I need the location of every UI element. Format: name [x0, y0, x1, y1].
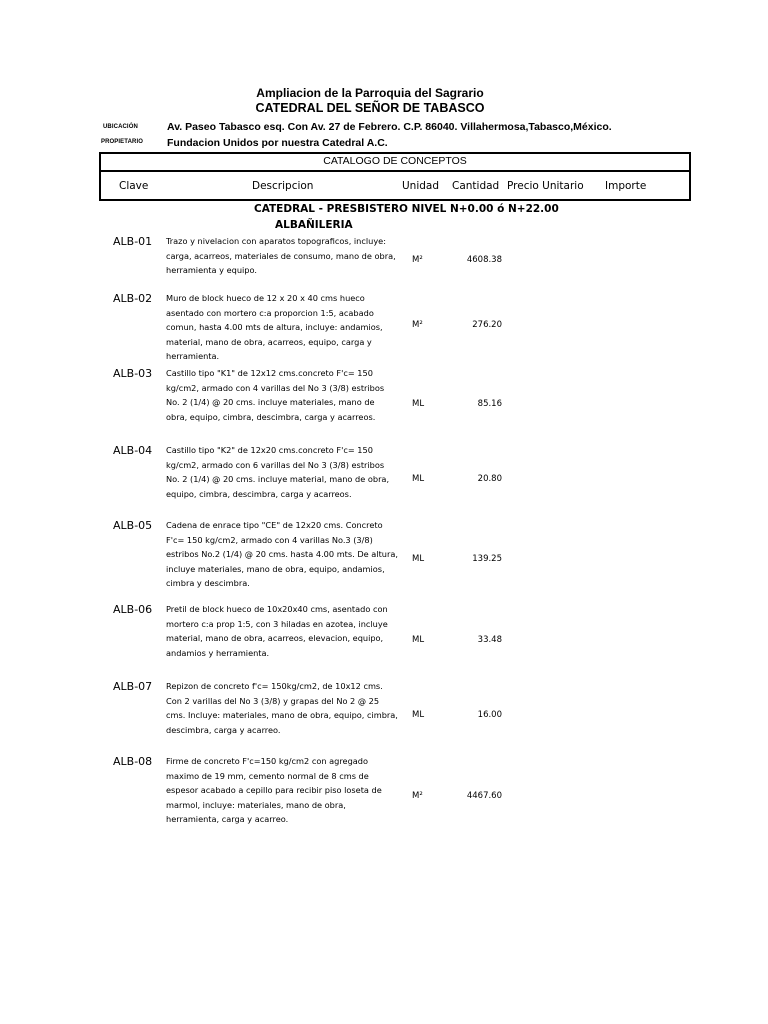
column-header-descripcion: Descripcion	[252, 180, 314, 192]
column-header-cantidad: Cantidad	[452, 180, 500, 192]
item-unidad: M²	[412, 320, 423, 330]
item-clave: ALB-04	[113, 444, 153, 457]
item-unidad: ML	[412, 635, 425, 645]
column-header-importe: Importe	[605, 180, 647, 192]
item-cantidad: 139.25	[472, 554, 502, 564]
ubicacion-value: Av. Paseo Tabasco esq. Con Av. 27 de Febrero. C.P. 86040. Villahermosa,Tabasco,México.	[167, 121, 612, 133]
item-cantidad: 16.00	[477, 710, 502, 720]
propietario-label: PROPIETARIO	[101, 139, 143, 145]
item-clave: ALB-01	[113, 235, 153, 248]
item-clave: ALB-03	[113, 367, 153, 380]
section-title: CATEDRAL - PRESBISTERO NIVEL N+0.00 ó N+22.00	[254, 203, 559, 215]
item-clave: ALB-02	[113, 292, 153, 305]
item-cantidad: 276.20	[472, 320, 502, 330]
item-descripcion: Repizon de concreto f'c= 150kg/cm2, de 10x12 cms. Con 2 varillas del No 3 (3/8) y grapas del No 2 @ 25 cms. Incluye: materiales, mano de obra, equipo, cimbra, descimbra, carga y acarreo.	[166, 681, 398, 735]
item-unidad: ML	[412, 554, 425, 564]
catalog-header-box	[99, 152, 691, 201]
propietario-value: Fundacion Unidos por nuestra Catedral A.C.	[167, 137, 388, 149]
item-unidad: ML	[412, 474, 425, 484]
item-cantidad: 4608.38	[466, 255, 502, 265]
item-unidad: ML	[412, 399, 425, 409]
column-header-precio-unitario: Precio Unitario	[507, 180, 584, 192]
column-header-unidad: Unidad	[402, 180, 440, 192]
item-unidad: ML	[412, 710, 425, 720]
item-descripcion: Castillo tipo "K2" de 12x20 cms.concreto F'c= 150 kg/cm2, armado con 6 varillas del No 3 (3/8) estribos No. 2 (1/4) @ 20 cms. incluye material, mano de obra, equipo, cimbra, descimbra, carga y acarreos.	[166, 445, 390, 499]
item-cantidad: 85.16	[477, 399, 502, 409]
column-header-clave: Clave	[119, 180, 149, 192]
item-unidad: M²	[412, 791, 423, 801]
item-cantidad: 33.48	[477, 635, 502, 645]
ubicacion-label: UBICACIÓN	[103, 124, 138, 130]
item-descripcion: Muro de block hueco de 12 x 20 x 40 cms hueco asentado con mortero c:a proporcion 1:5, acabado comun, hasta 4.00 mts de altura, incluye: andamios, material, mano de obra, acarreos, equipo, carga y herramienta.	[166, 293, 383, 362]
catalog-divider	[101, 170, 689, 172]
catalog-title: CATALOGO DE CONCEPTOS	[323, 155, 467, 167]
item-clave: ALB-08	[113, 755, 153, 768]
item-clave: ALB-07	[113, 680, 153, 693]
item-clave: ALB-06	[113, 603, 153, 616]
document-subtitle: CATEDRAL DEL SEÑOR DE TABASCO	[255, 101, 485, 115]
item-unidad: M²	[412, 255, 423, 265]
item-descripcion: Pretil de block hueco de 10x20x40 cms, asentado con mortero c:a prop 1:5, con 3 hiladas en azotea, incluye material, mano de obra, acarreos, elevacion, equipo, andamios y herramienta.	[166, 604, 388, 658]
document-title: Ampliacion de la Parroquia del Sagrario	[256, 86, 484, 100]
item-cantidad: 4467.60	[466, 791, 502, 801]
section-subtitle: ALBAÑILERIA	[275, 219, 353, 231]
item-descripcion: Trazo y nivelacion con aparatos topograficos, incluye: carga, acarreos, materiales de consumo, mano de obra, herramienta y equipo.	[166, 236, 396, 276]
item-descripcion: Castillo tipo "K1" de 12x12 cms.concreto F'c= 150 kg/cm2, armado con 4 varillas del No 3 (3/8) estribos No. 2 (1/4) @ 20 cms. incluye materiales, mano de obra, equipo, cimbra, descimbra, carga y acarreos.	[166, 368, 385, 422]
item-clave: ALB-05	[113, 519, 153, 532]
item-descripcion: Firme de concreto F'c=150 kg/cm2 con agregado maximo de 19 mm, cemento normal de 8 cms de espesor acabado a cepillo para recibir piso loseta de marmol, incluye: materiales, mano de obra, herramienta, carga y acarreo.	[166, 756, 382, 825]
item-descripcion: Cadena de enrace tipo "CE" de 12x20 cms. Concreto F'c= 150 kg/cm2, armado con 4 varillas No.3 (3/8) estribos No.2 (1/4) @ 20 cms. hasta 4.00 mts. De altura, incluye materiales, mano de obra, equipo, andamios, cimbra y descimbra.	[166, 520, 398, 589]
item-cantidad: 20.80	[477, 474, 502, 484]
